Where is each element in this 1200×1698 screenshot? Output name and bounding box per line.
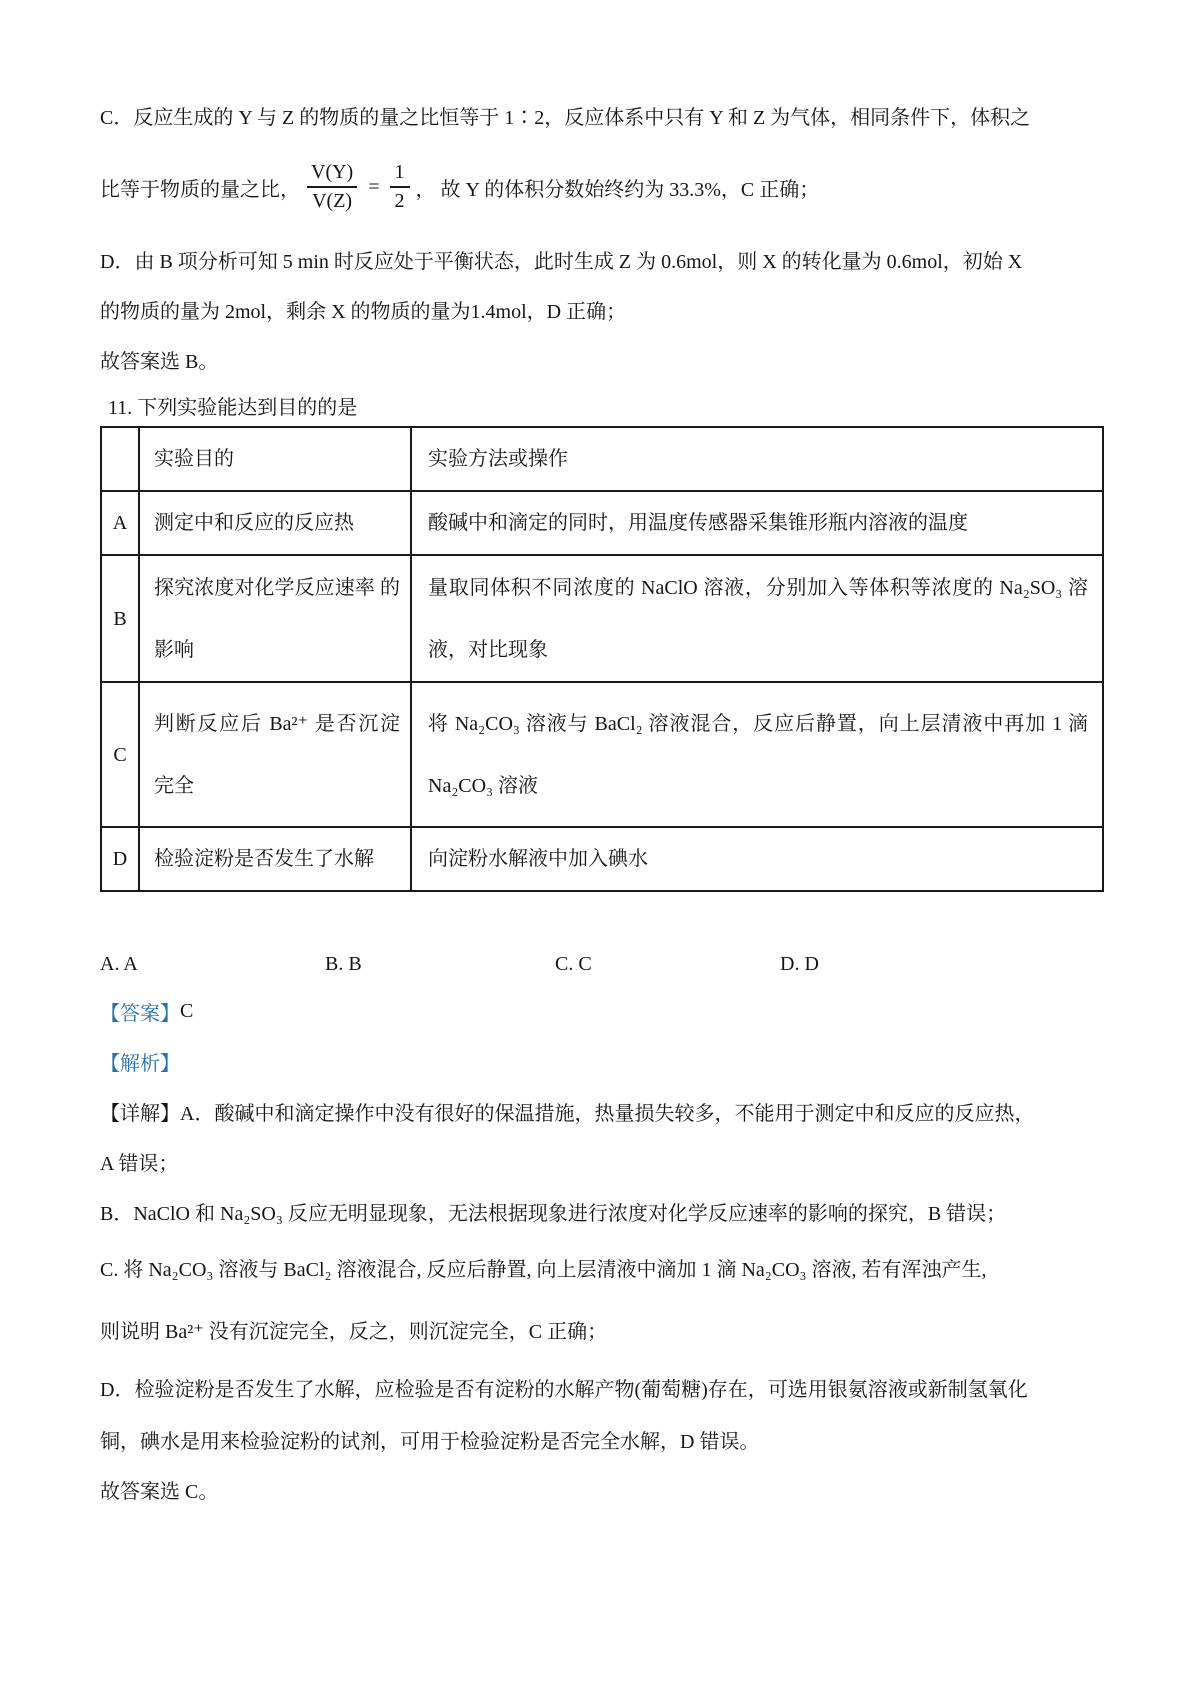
detail-line-7: 铜，碘水是用来检验淀粉的试剂，可用于检验淀粉是否完全水解，D 错误。 [100,1430,760,1453]
one-half-fraction [390,159,410,215]
row-c-method: 将 Na₂CO₃ 溶液与 BaCl₂ 溶液混合，反应后静置，向上层清液中再加 1 滴 Na₂CO₃ 溶液 [411,682,1103,827]
detail-line-1: 【详解】A．酸碱中和滴定操作中没有很好的保温措施，热量损失较多，不能用于测定中和反应的反应热， [100,1102,1035,1125]
experiment-table [100,426,1104,892]
detail-line-4: C. 将 Na₂CO₃ 溶液与 BaCl₂ 溶液混合, 反应后静置, 向上层清液中滴加 1 滴 Na₂CO₃ 溶液, 若有浑浊产生, [100,1258,987,1281]
table-row-b [101,555,1103,682]
table-row-c [101,682,1103,827]
row-c-label: C [101,682,139,827]
solution10-option-c-line2 [100,140,1104,234]
fraction-denominator: V(Z) [307,186,357,215]
row-d-label: D [101,827,139,891]
solution10-option-d-line1: D．由 B 项分析可知 5 min 时反应处于平衡状态，此时生成 Z 为 0.6mol，则 X 的转化量为 0.6mol，初始 X [100,250,1023,273]
row-a-purpose: 测定中和反应的反应热 [139,491,411,555]
row-a-label: A [101,491,139,555]
detail-line-6: D．检验淀粉是否发生了水解，应检验是否有淀粉的水解产物(葡萄糖)存在，可选用银氨溶液或新制氢氧化 [100,1378,1028,1401]
detail-line-5: 则说明 Ba²⁺ 没有沉淀完全，反之，则沉淀完全，C 正确； [100,1320,608,1343]
solution10-conclusion: 故答案选 B。 [100,350,219,373]
solution10-option-c-line1: C．反应生成的 Y 与 Z 的物质的量之比恒等于 1∶2，反应体系中只有 Y 和 Z 为气体，相同条件下，体积之 [100,106,1031,129]
solution10-option-d-line2: 的物质的量为 2mol，剩余 X 的物质的量为1.4mol，D 正确； [100,300,627,323]
option-a: A. A [100,952,138,975]
row-b-method: 量取同体积不同浓度的 NaClO 溶液，分别加入等体积等浓度的 Na₂SO₃ 溶液，对比现象 [411,555,1103,682]
row-c-purpose: 判断反应后 Ba²⁺ 是否沉淀 完全 [139,682,411,827]
table-row-d [101,827,1103,891]
detail-line-2: A 错误； [100,1152,179,1175]
option-d: D. D [780,952,819,975]
table-row-a [101,491,1103,555]
table-header-method-cell: 实验方法或操作 [411,427,1103,491]
table-header-row [101,427,1103,491]
answer-label: 【答案】 [100,1002,180,1025]
answer-line [100,986,1104,1036]
table-header-label-cell [101,427,139,491]
fraction-value-denominator: 2 [390,186,410,215]
fraction-numerator: V(Y) [311,161,354,183]
row-d-method: 向淀粉水解液中加入碘水 [411,827,1103,891]
option-c: C. C [555,952,592,975]
table-header-purpose-cell: 实验目的 [139,427,411,491]
answer-value: C [180,999,194,1022]
equals-sign: = [368,175,380,198]
row-b-purpose: 探究浓度对化学反应速率 的影响 [139,555,411,682]
final-conclusion: 故答案选 C。 [100,1480,219,1503]
detail-line-3: B．NaClO 和 Na₂SO₃ 反应无明显现象，无法根据现象进行浓度对化学反应速率的影响的探究，B 错误； [100,1202,1007,1225]
option-b: B. B [325,952,362,975]
row-a-method: 酸碱中和滴定的同时，用温度传感器采集锥形瓶内溶液的温度 [411,491,1103,555]
analysis-label: 【解析】 [100,1052,180,1075]
question11-stem: 11. 下列实验能达到目的的是 [108,396,358,419]
row-d-purpose: 检验淀粉是否发生了水解 [139,827,411,891]
analysis-line [100,1036,1104,1086]
answer-options-row [100,942,1104,986]
formula-prefix-text: 比等于物质的量之比， [100,178,300,201]
formula-suffix-text: ， 故 Y 的体积分数始终约为 33.3%，C 正确； [415,178,820,201]
fraction-value-numerator: 1 [394,161,405,183]
volume-ratio-fraction [306,159,358,215]
row-b-label: B [101,555,139,682]
